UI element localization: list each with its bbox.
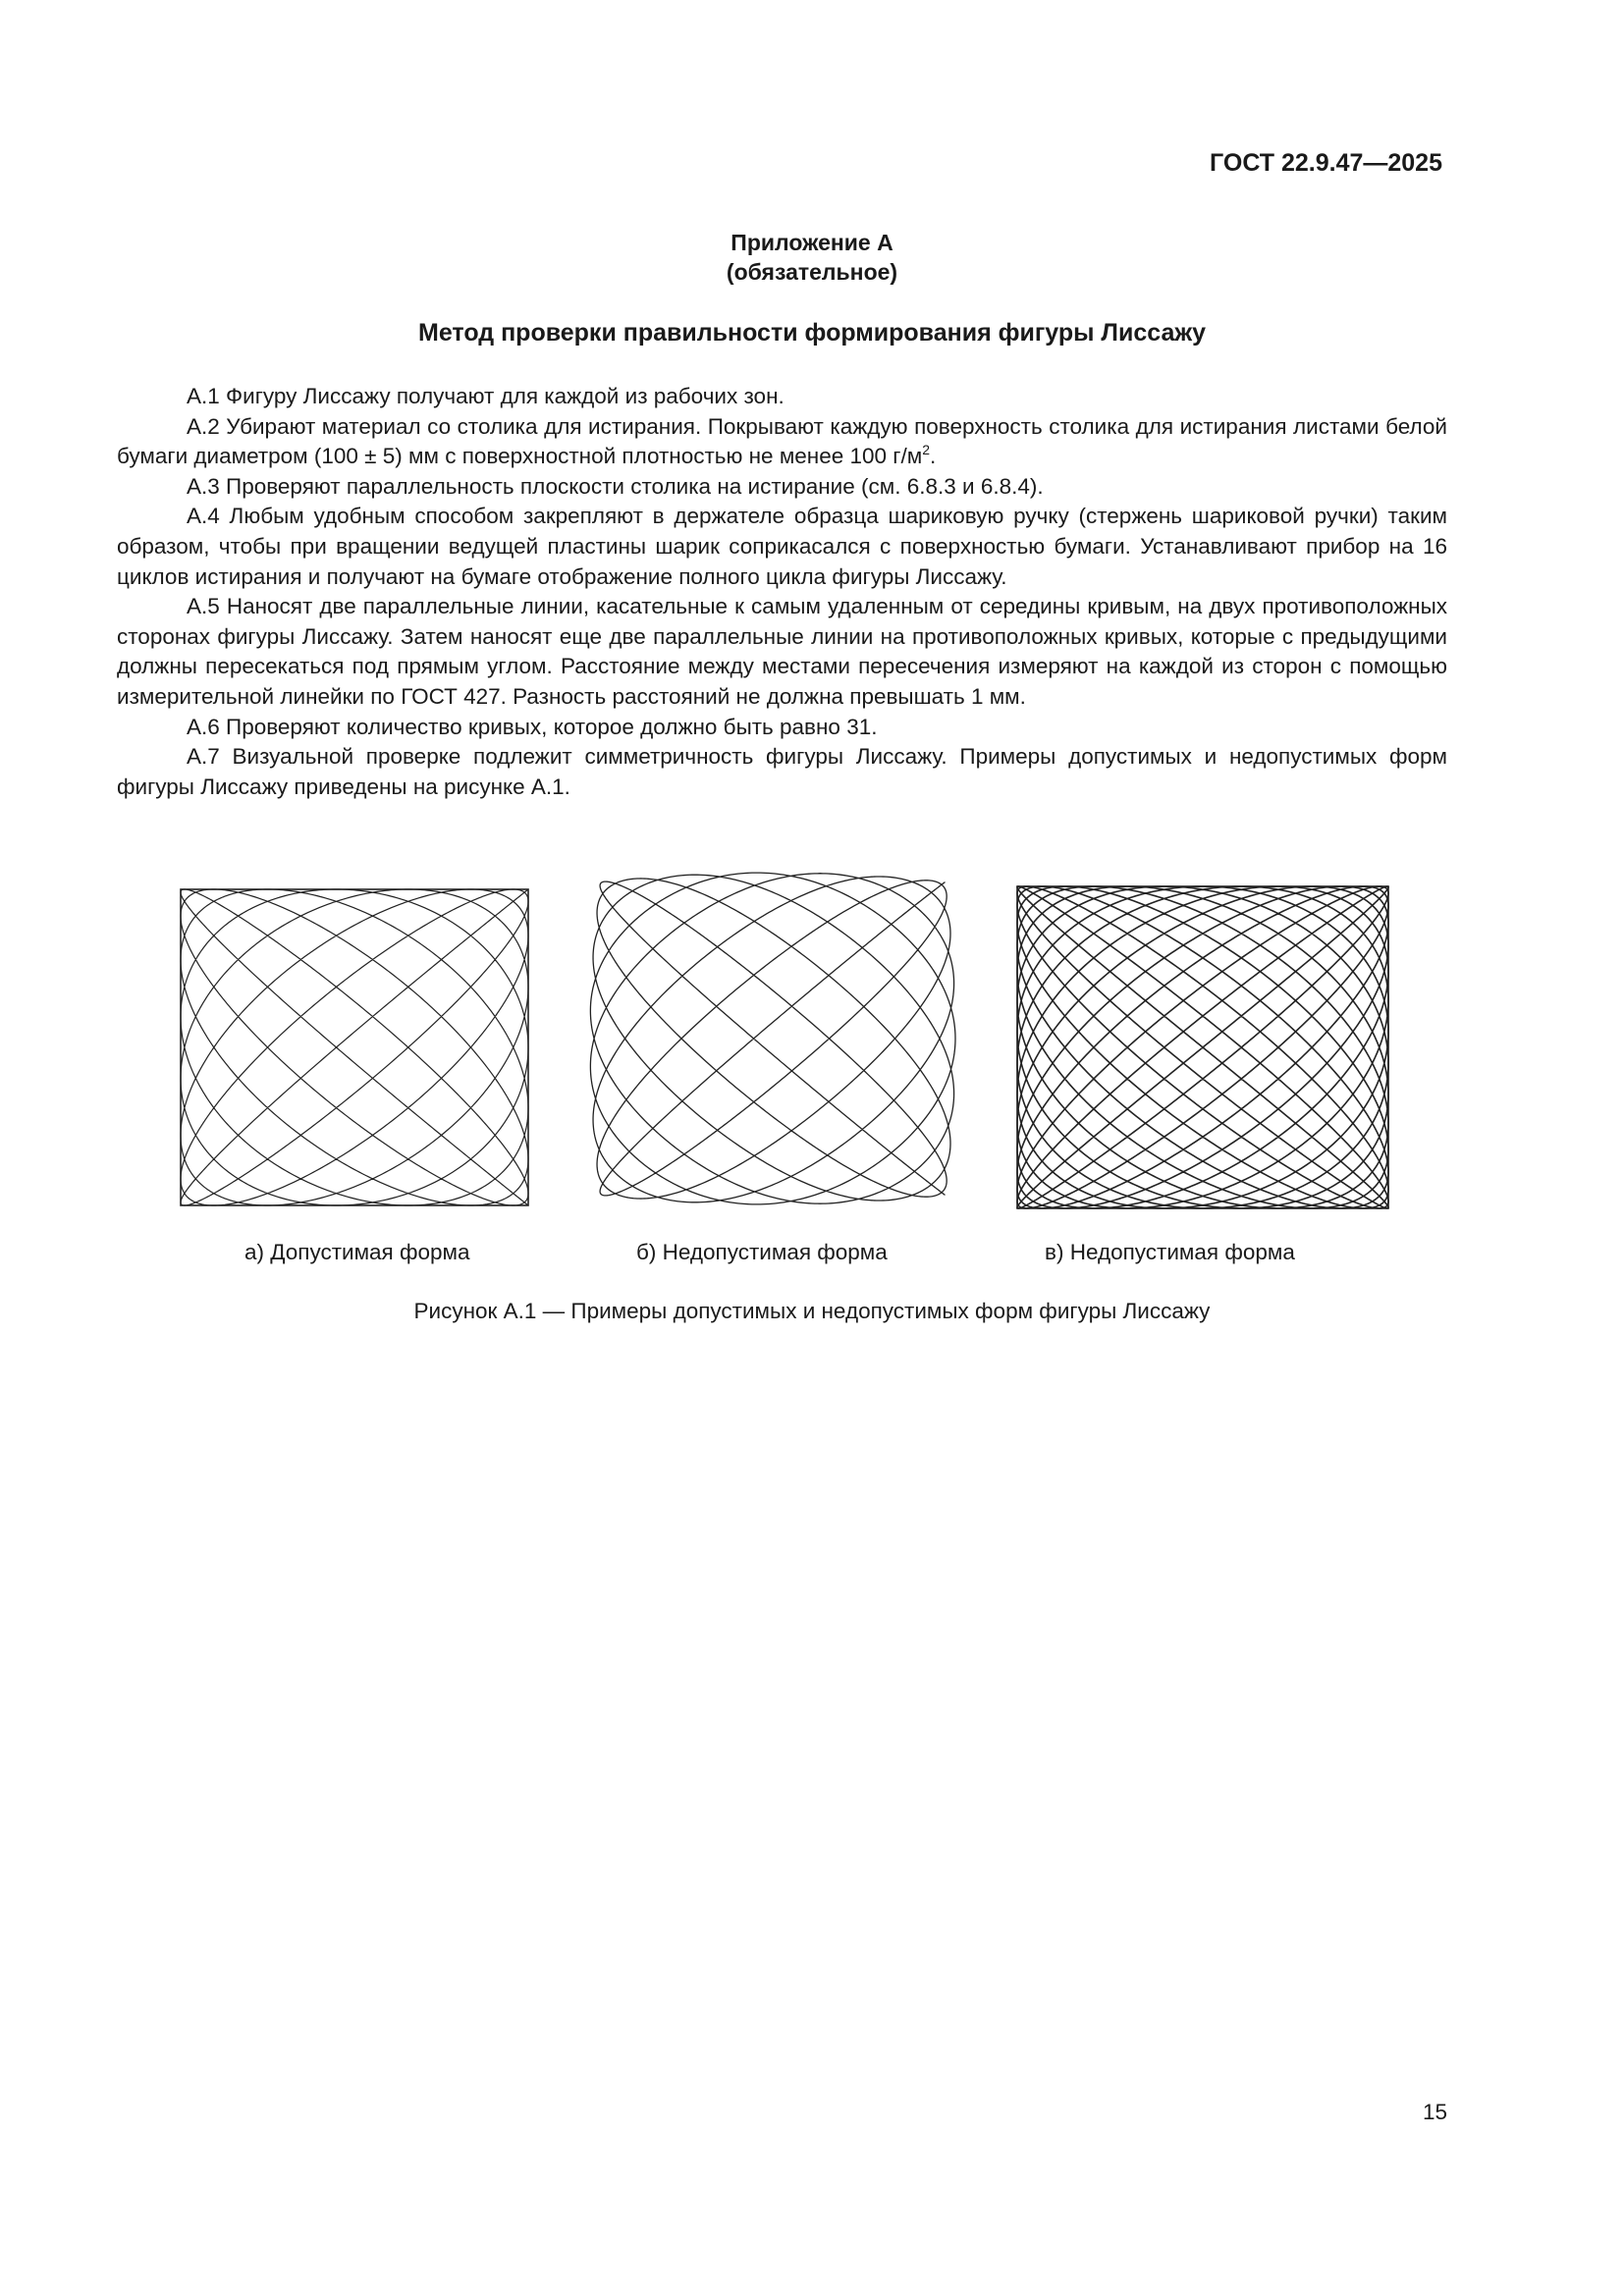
figure-a1 [0,869,1624,1222]
annex-title: Приложение А [731,230,893,255]
paragraph-a5: А.5 Наносят две параллельные линии, касательные к самым удаленным от середины кривым, на двух противоположных сторонах фигуры Лиссажу. Затем наносят еще две параллельные линии на противоположных кривых, которые с предыдущими должны пересекаться под прямым углом. Расстояние между местами пересечения измеряют на каждой из сторон с помощью измерительной линейки по ГОСТ 427. Разность расстояний не должна превышать 1 мм. [117,594,1447,709]
method-title: Метод проверки правильности формирования фигуры Лиссажу [418,319,1206,347]
paragraph-a4: А.4 Любым удобным способом закрепляют в держателе образца шариковую ручку (стержень шариковой ручки) таким образом, чтобы при вращении ведущей пластины шарик соприкасался с поверхностью бумаги. Устанавливают прибор на 16 циклов истирания и получают на бумаге отображение полного цикла фигуры Лиссажу. [117,504,1447,589]
paragraph-a1: А.1 Фигуру Лиссажу получают для каждой из рабочих зон. [187,384,785,408]
caption-b: б) Недопустимая форма [636,1240,888,1264]
caption-a: а) Допустимая форма [244,1240,470,1264]
caption-c: в) Недопустимая форма [1045,1240,1295,1264]
annex-heading [0,228,1624,287]
lissajous-curve [181,889,528,1205]
lissajous-figure-unacceptable-c [1013,882,1392,1212]
figure-frame [181,889,528,1205]
document-code: ГОСТ 22.9.47—2025 [1210,149,1442,177]
lissajous-figure-acceptable [177,885,532,1209]
body-text [117,382,1447,802]
paragraph-a7: А.7 Визуальной проверке подлежит симметричность фигуры Лиссажу. Примеры допустимых и недопустимых форм фигуры Лиссажу приведены на рисунке А.1. [117,744,1447,799]
lissajous-curve [1017,886,1388,1208]
figure-caption: Рисунок А.1 — Примеры допустимых и недопустимых форм фигуры Лиссажу [413,1299,1211,1323]
paragraph-a6: А.6 Проверяют количество кривых, которое должно быть равно 31. [187,714,878,739]
lissajous-figure-unacceptable-b [586,869,959,1208]
page-number: 15 [1422,2100,1447,2124]
paragraph-a2: А.2 Убирают материал со столика для истирания. Покрывают каждую поверхность столика для истирания листами белой бумаги диаметром (100 ± 5) мм с поверхностной плотностью не менее 100 $г/м^2$. [117,413,1447,469]
panel-captions [0,1240,1624,1269]
lissajous-curve [590,873,955,1204]
paragraph-a3: А.3 Проверяют параллельность плоскости столика на истирание (см. 6.8.3 и 6.8.4). [187,473,1044,499]
annex-status: (обязательное) [726,259,898,285]
